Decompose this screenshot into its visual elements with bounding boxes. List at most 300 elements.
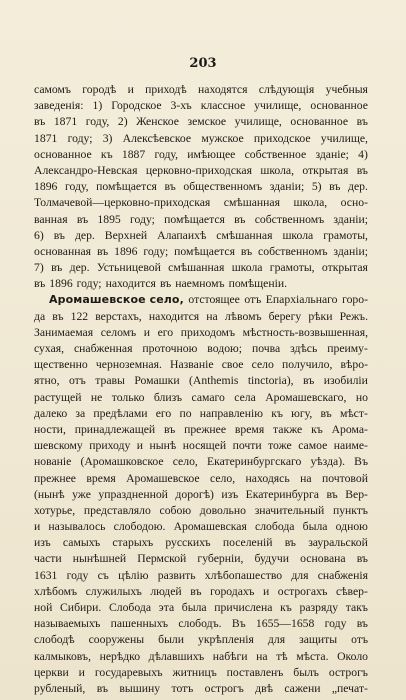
word: была xyxy=(302,520,328,534)
word: его xyxy=(155,406,172,420)
word: нынѣшней xyxy=(72,552,127,566)
word: 1896 xyxy=(49,277,73,291)
word: растущей xyxy=(34,390,82,404)
word: уѣзда). xyxy=(310,455,346,469)
word: будучи xyxy=(254,552,290,566)
text-line xyxy=(34,584,368,600)
text-line xyxy=(34,212,368,228)
word: носящей xyxy=(182,439,227,453)
word: шевскому xyxy=(34,439,83,453)
word: рѣки xyxy=(308,309,333,323)
word: Вер- xyxy=(345,487,368,501)
word: Епархіальнаго xyxy=(265,293,338,307)
word: году; xyxy=(129,212,155,226)
word: въ xyxy=(51,261,63,275)
word: тѣ xyxy=(276,649,288,663)
word: и xyxy=(262,584,270,598)
word: 1887 xyxy=(121,147,146,161)
word: смѣшанная xyxy=(223,196,280,210)
text-line xyxy=(34,390,368,406)
text-line xyxy=(34,438,368,454)
word: для xyxy=(291,568,309,582)
word: село xyxy=(251,358,274,372)
word: травы xyxy=(95,374,125,388)
word: основана xyxy=(300,552,346,566)
word: время xyxy=(234,422,265,436)
word: году xyxy=(324,617,347,631)
section-heading: Аромашевское село, xyxy=(49,293,184,307)
word: дер. xyxy=(69,261,90,275)
word: проточною xyxy=(142,342,198,355)
word: за xyxy=(75,406,86,420)
word: Екатеринбургскаго xyxy=(206,455,302,469)
word: уже xyxy=(72,487,91,501)
word: зданіи; xyxy=(333,212,368,226)
word: ности, xyxy=(34,422,66,436)
text-line xyxy=(34,244,368,260)
word: черноземная. xyxy=(95,358,162,372)
text-line xyxy=(34,487,368,503)
text-line xyxy=(34,98,368,114)
word: приходу xyxy=(89,439,131,453)
word: въ xyxy=(159,277,172,291)
text-line xyxy=(34,373,368,389)
word: зданіи; xyxy=(333,244,368,258)
word: прежнее xyxy=(34,471,76,485)
word: Городское xyxy=(111,99,162,113)
word: тоже xyxy=(268,439,292,453)
word: Верхней xyxy=(104,228,148,242)
word: на xyxy=(256,649,268,663)
word: Названіе xyxy=(170,358,214,372)
word: такъ xyxy=(345,601,368,614)
word: училище, xyxy=(320,131,368,145)
word: берегу xyxy=(268,309,302,323)
word: Женское xyxy=(136,115,179,129)
word: на xyxy=(300,471,312,485)
word: отстоящее xyxy=(188,293,240,307)
word: была xyxy=(181,601,207,614)
word: представляло xyxy=(83,503,151,517)
word: въ xyxy=(329,180,341,194)
word: слободою. xyxy=(113,520,166,534)
word: эта xyxy=(158,601,175,614)
word: село, xyxy=(210,471,236,485)
word: году; xyxy=(76,277,102,291)
word: школа, xyxy=(293,196,328,210)
word: хлѣбомъ xyxy=(34,584,78,598)
word: въ xyxy=(303,374,315,388)
word: Около xyxy=(337,649,368,663)
word: въ xyxy=(356,115,368,129)
word: Пермской xyxy=(137,552,187,566)
word: въ xyxy=(356,552,368,566)
word: одною xyxy=(335,520,368,534)
word: Ромашки xyxy=(134,374,180,388)
word: въ xyxy=(320,406,332,420)
word: почти xyxy=(232,439,262,453)
word: укрѣпленія xyxy=(198,633,254,647)
word: училище, xyxy=(254,99,302,113)
word: острогъ xyxy=(204,681,244,695)
text-line xyxy=(34,406,368,422)
word: и xyxy=(127,83,134,96)
word: снабженія xyxy=(317,568,368,582)
word: слѣдующія xyxy=(258,83,315,96)
word: въ xyxy=(34,115,46,129)
word: Въ xyxy=(354,455,368,469)
word: слобода xyxy=(255,520,295,534)
word: двѣ xyxy=(255,681,273,695)
word: классное xyxy=(200,99,246,113)
text-line xyxy=(34,163,368,179)
text-line xyxy=(34,341,368,357)
word: хлѣбопашество xyxy=(204,568,283,582)
word: школа xyxy=(282,228,314,242)
word: набѣги xyxy=(212,649,248,663)
word: Занимаемая xyxy=(34,325,94,339)
word: и xyxy=(136,439,144,453)
word: Алапаихѣ xyxy=(157,228,207,242)
word: въ xyxy=(96,244,109,258)
text-line xyxy=(34,260,368,276)
word: собственномъ xyxy=(258,244,328,258)
word: грамоты, xyxy=(323,228,368,242)
text-line xyxy=(34,309,368,325)
word: Аромашевское xyxy=(126,471,200,485)
word: получило, xyxy=(282,358,333,372)
text-line xyxy=(34,82,368,98)
text-line xyxy=(34,325,368,341)
word: разряду xyxy=(299,601,339,614)
word: зауральской xyxy=(308,536,368,550)
word: 1871 xyxy=(34,131,58,145)
word: основанное xyxy=(290,115,349,129)
word: мѣста. xyxy=(296,649,329,663)
word: сѣвер- xyxy=(336,584,368,598)
text-line xyxy=(34,616,368,632)
word: приходомъ xyxy=(180,325,235,339)
word: ятно, xyxy=(34,374,60,388)
word: упраздненной xyxy=(98,487,168,501)
word: „печат- xyxy=(331,681,368,695)
word: имѣющее xyxy=(187,147,236,161)
word: Екатеринбурга xyxy=(245,487,319,501)
word: Въ xyxy=(231,617,246,631)
word: земское xyxy=(187,115,227,129)
word: сажени xyxy=(284,681,321,695)
word: отъ xyxy=(244,293,262,307)
word: довольно xyxy=(199,503,246,517)
word: и xyxy=(34,520,41,534)
word: къ xyxy=(271,406,283,420)
word: школа, xyxy=(260,163,295,177)
word: году, xyxy=(85,115,110,129)
word: селомъ xyxy=(100,325,137,339)
word: году, xyxy=(154,147,179,161)
word: въ xyxy=(52,309,64,323)
word: церкви xyxy=(34,665,69,679)
word: 3-хъ xyxy=(170,99,192,113)
word: предѣлами xyxy=(93,406,148,420)
word: время xyxy=(86,471,116,485)
word: здѣсь xyxy=(290,342,318,355)
text-line xyxy=(34,665,368,681)
word: тотъ xyxy=(171,681,194,695)
word: защиты xyxy=(299,633,338,647)
word: 1896 xyxy=(34,180,58,194)
word: году xyxy=(66,568,89,582)
word: югу, xyxy=(291,406,313,420)
word: изъ xyxy=(221,487,239,501)
word: помѣщается xyxy=(164,212,225,226)
word: цѣлію xyxy=(118,568,149,582)
text-line xyxy=(34,147,368,163)
word: съ xyxy=(97,568,109,582)
text-line xyxy=(34,632,368,648)
word: рубленый, xyxy=(34,681,86,695)
word: основанная xyxy=(34,244,92,258)
word: нынѣ xyxy=(149,439,177,453)
word: 122 xyxy=(70,309,89,323)
word: села xyxy=(234,390,256,404)
word: снабженная xyxy=(73,342,133,355)
word: заведенія: xyxy=(34,99,84,113)
word: развить xyxy=(157,568,196,582)
word: школа xyxy=(231,261,263,275)
word: 1655—1658 xyxy=(255,617,315,631)
word: далеко xyxy=(34,406,68,420)
word: ной xyxy=(34,601,53,614)
word: смѣшанная xyxy=(168,261,225,275)
word: значительный xyxy=(254,503,325,517)
word: осно- xyxy=(340,196,368,210)
body-text xyxy=(34,82,368,697)
word: его xyxy=(157,325,174,339)
text-line xyxy=(34,292,368,308)
word: также xyxy=(273,422,303,436)
word: отъ xyxy=(351,633,368,647)
word: приходское xyxy=(253,131,311,145)
word: село, xyxy=(172,455,198,469)
word: хотурье, xyxy=(34,503,76,517)
word: въ xyxy=(240,244,253,258)
word: на xyxy=(206,309,218,323)
text-line xyxy=(34,422,368,438)
word: сооружены xyxy=(88,633,145,647)
word: въ xyxy=(190,584,202,598)
word: служилыхъ xyxy=(85,584,142,598)
word: водою; xyxy=(207,342,243,355)
word: въ xyxy=(76,212,89,226)
word: ванная xyxy=(34,212,68,226)
word: общественномъ xyxy=(183,180,263,194)
word: помѣщается xyxy=(96,180,157,194)
word: зданіе; xyxy=(315,147,349,161)
text-line xyxy=(34,357,368,373)
word: русскихъ xyxy=(165,536,211,550)
text-line xyxy=(34,454,368,470)
word: грамоты, xyxy=(269,261,315,275)
word: открытая xyxy=(321,261,368,275)
word: только xyxy=(111,390,145,404)
word: къ xyxy=(280,601,292,614)
text-line xyxy=(34,228,368,244)
word: дер. xyxy=(348,180,368,194)
text-line xyxy=(34,503,368,519)
word: почва xyxy=(251,342,281,355)
word: изобиліи xyxy=(323,374,368,388)
word: самое xyxy=(298,439,328,453)
word: въ xyxy=(234,212,246,226)
text-line xyxy=(34,568,368,584)
word: городахъ xyxy=(210,584,255,598)
text-line xyxy=(34,114,368,130)
word: году; xyxy=(143,244,169,258)
word: въ xyxy=(53,228,65,242)
word: tinctoria), xyxy=(247,374,294,388)
text-line xyxy=(34,276,368,292)
word: свое xyxy=(221,358,244,372)
word: 7) xyxy=(34,261,44,275)
word: къ xyxy=(311,422,323,436)
word: прежнее xyxy=(184,422,227,436)
word: 4) xyxy=(358,147,368,161)
word: острогахъ xyxy=(277,584,328,598)
word: 1896 xyxy=(114,244,138,258)
word: Слобода xyxy=(108,601,152,614)
word: учебныя xyxy=(325,83,368,96)
word: калмыковъ, xyxy=(34,649,91,663)
word: называлось xyxy=(48,520,106,534)
text-line xyxy=(34,179,368,195)
word: принадлежащей xyxy=(74,422,156,436)
word: въ xyxy=(284,536,296,550)
word: по xyxy=(179,406,192,420)
word: для xyxy=(267,633,286,647)
word: собственномъ xyxy=(254,212,325,226)
word: помѣщается xyxy=(174,244,235,258)
word: слободѣ xyxy=(34,633,75,647)
text-line xyxy=(34,681,368,697)
word: находится xyxy=(105,277,156,291)
word: находясь xyxy=(245,471,290,485)
word: нованіе xyxy=(34,455,72,469)
word: самаго xyxy=(191,390,225,404)
word: части xyxy=(34,552,62,566)
word: губерніи, xyxy=(197,552,244,566)
word: былъ xyxy=(293,665,319,679)
word: Устьницевой xyxy=(96,261,161,275)
word: въ xyxy=(96,681,108,695)
word: зданіи; xyxy=(269,180,305,194)
word: Александро-Невская xyxy=(34,163,138,177)
word: находится xyxy=(148,309,200,323)
word: смѣшанная xyxy=(216,228,273,242)
word: наемномъ xyxy=(175,277,225,291)
word: поселеній xyxy=(222,536,273,550)
text-line xyxy=(34,519,368,535)
word: причислена xyxy=(214,601,273,614)
text-line xyxy=(34,551,368,567)
word: Арома- xyxy=(331,422,368,436)
word: дѣлавшихъ xyxy=(148,649,205,663)
word: и xyxy=(143,325,150,339)
word: въ xyxy=(34,277,46,291)
word: нерѣдко xyxy=(99,649,141,663)
word: въ xyxy=(326,487,338,501)
word: Аромашевская xyxy=(173,520,247,534)
word: 2) xyxy=(117,115,128,129)
word: (Anthemis xyxy=(189,374,239,388)
word: находятся xyxy=(198,83,248,96)
word: сухая, xyxy=(34,342,65,355)
text-line xyxy=(34,131,368,147)
word: житницъ xyxy=(172,665,217,679)
text-line xyxy=(34,471,368,487)
word: Режъ. xyxy=(339,309,368,323)
word: да xyxy=(34,309,46,323)
page-number: 203 xyxy=(189,56,217,71)
word: году; xyxy=(67,131,93,145)
word: (нынѣ xyxy=(34,487,65,501)
word: преиму- xyxy=(327,342,368,355)
word: (Аромашковское xyxy=(80,455,164,469)
word: и xyxy=(78,665,85,679)
word: Алексѣевское xyxy=(122,131,192,145)
word: 1631 xyxy=(34,568,58,582)
word: 1) xyxy=(92,99,103,113)
word: Толмачевой—церковно-приходская xyxy=(34,196,211,210)
text-line xyxy=(34,649,368,665)
word: Аромашевскаго, xyxy=(265,390,347,404)
word: 3) xyxy=(102,131,113,145)
text-line xyxy=(34,195,368,211)
word: мужское xyxy=(201,131,244,145)
word: 6) xyxy=(34,228,44,242)
word: направленію xyxy=(199,406,263,420)
word: основанное xyxy=(34,147,92,161)
word: верстахъ, xyxy=(95,309,142,323)
word: году, xyxy=(64,180,89,194)
word: Сибири. xyxy=(60,601,102,614)
word: государевыхъ xyxy=(94,665,163,679)
text-line xyxy=(34,600,368,616)
word: горо- xyxy=(342,293,368,307)
word: открытая xyxy=(302,163,349,177)
word: вышину xyxy=(119,681,161,695)
word: вѣро- xyxy=(340,358,368,372)
word: дорогѣ) xyxy=(175,487,214,501)
word: къ xyxy=(100,147,113,161)
word: 5) xyxy=(311,180,322,194)
word: поставленъ xyxy=(226,665,284,679)
word: не xyxy=(90,390,103,404)
word: собственное xyxy=(244,147,307,161)
word: но xyxy=(355,390,368,404)
word: самомъ xyxy=(34,83,71,96)
word: 1871 xyxy=(53,115,78,129)
word: были xyxy=(158,633,185,647)
word: приходѣ xyxy=(145,83,187,96)
word: отъ xyxy=(68,374,86,388)
word: дер. xyxy=(74,228,95,242)
word: щественно xyxy=(34,358,88,372)
word: слободъ. xyxy=(178,617,222,631)
word: изъ xyxy=(34,536,51,550)
word: собою xyxy=(159,503,192,517)
word: почтовой xyxy=(321,471,368,485)
